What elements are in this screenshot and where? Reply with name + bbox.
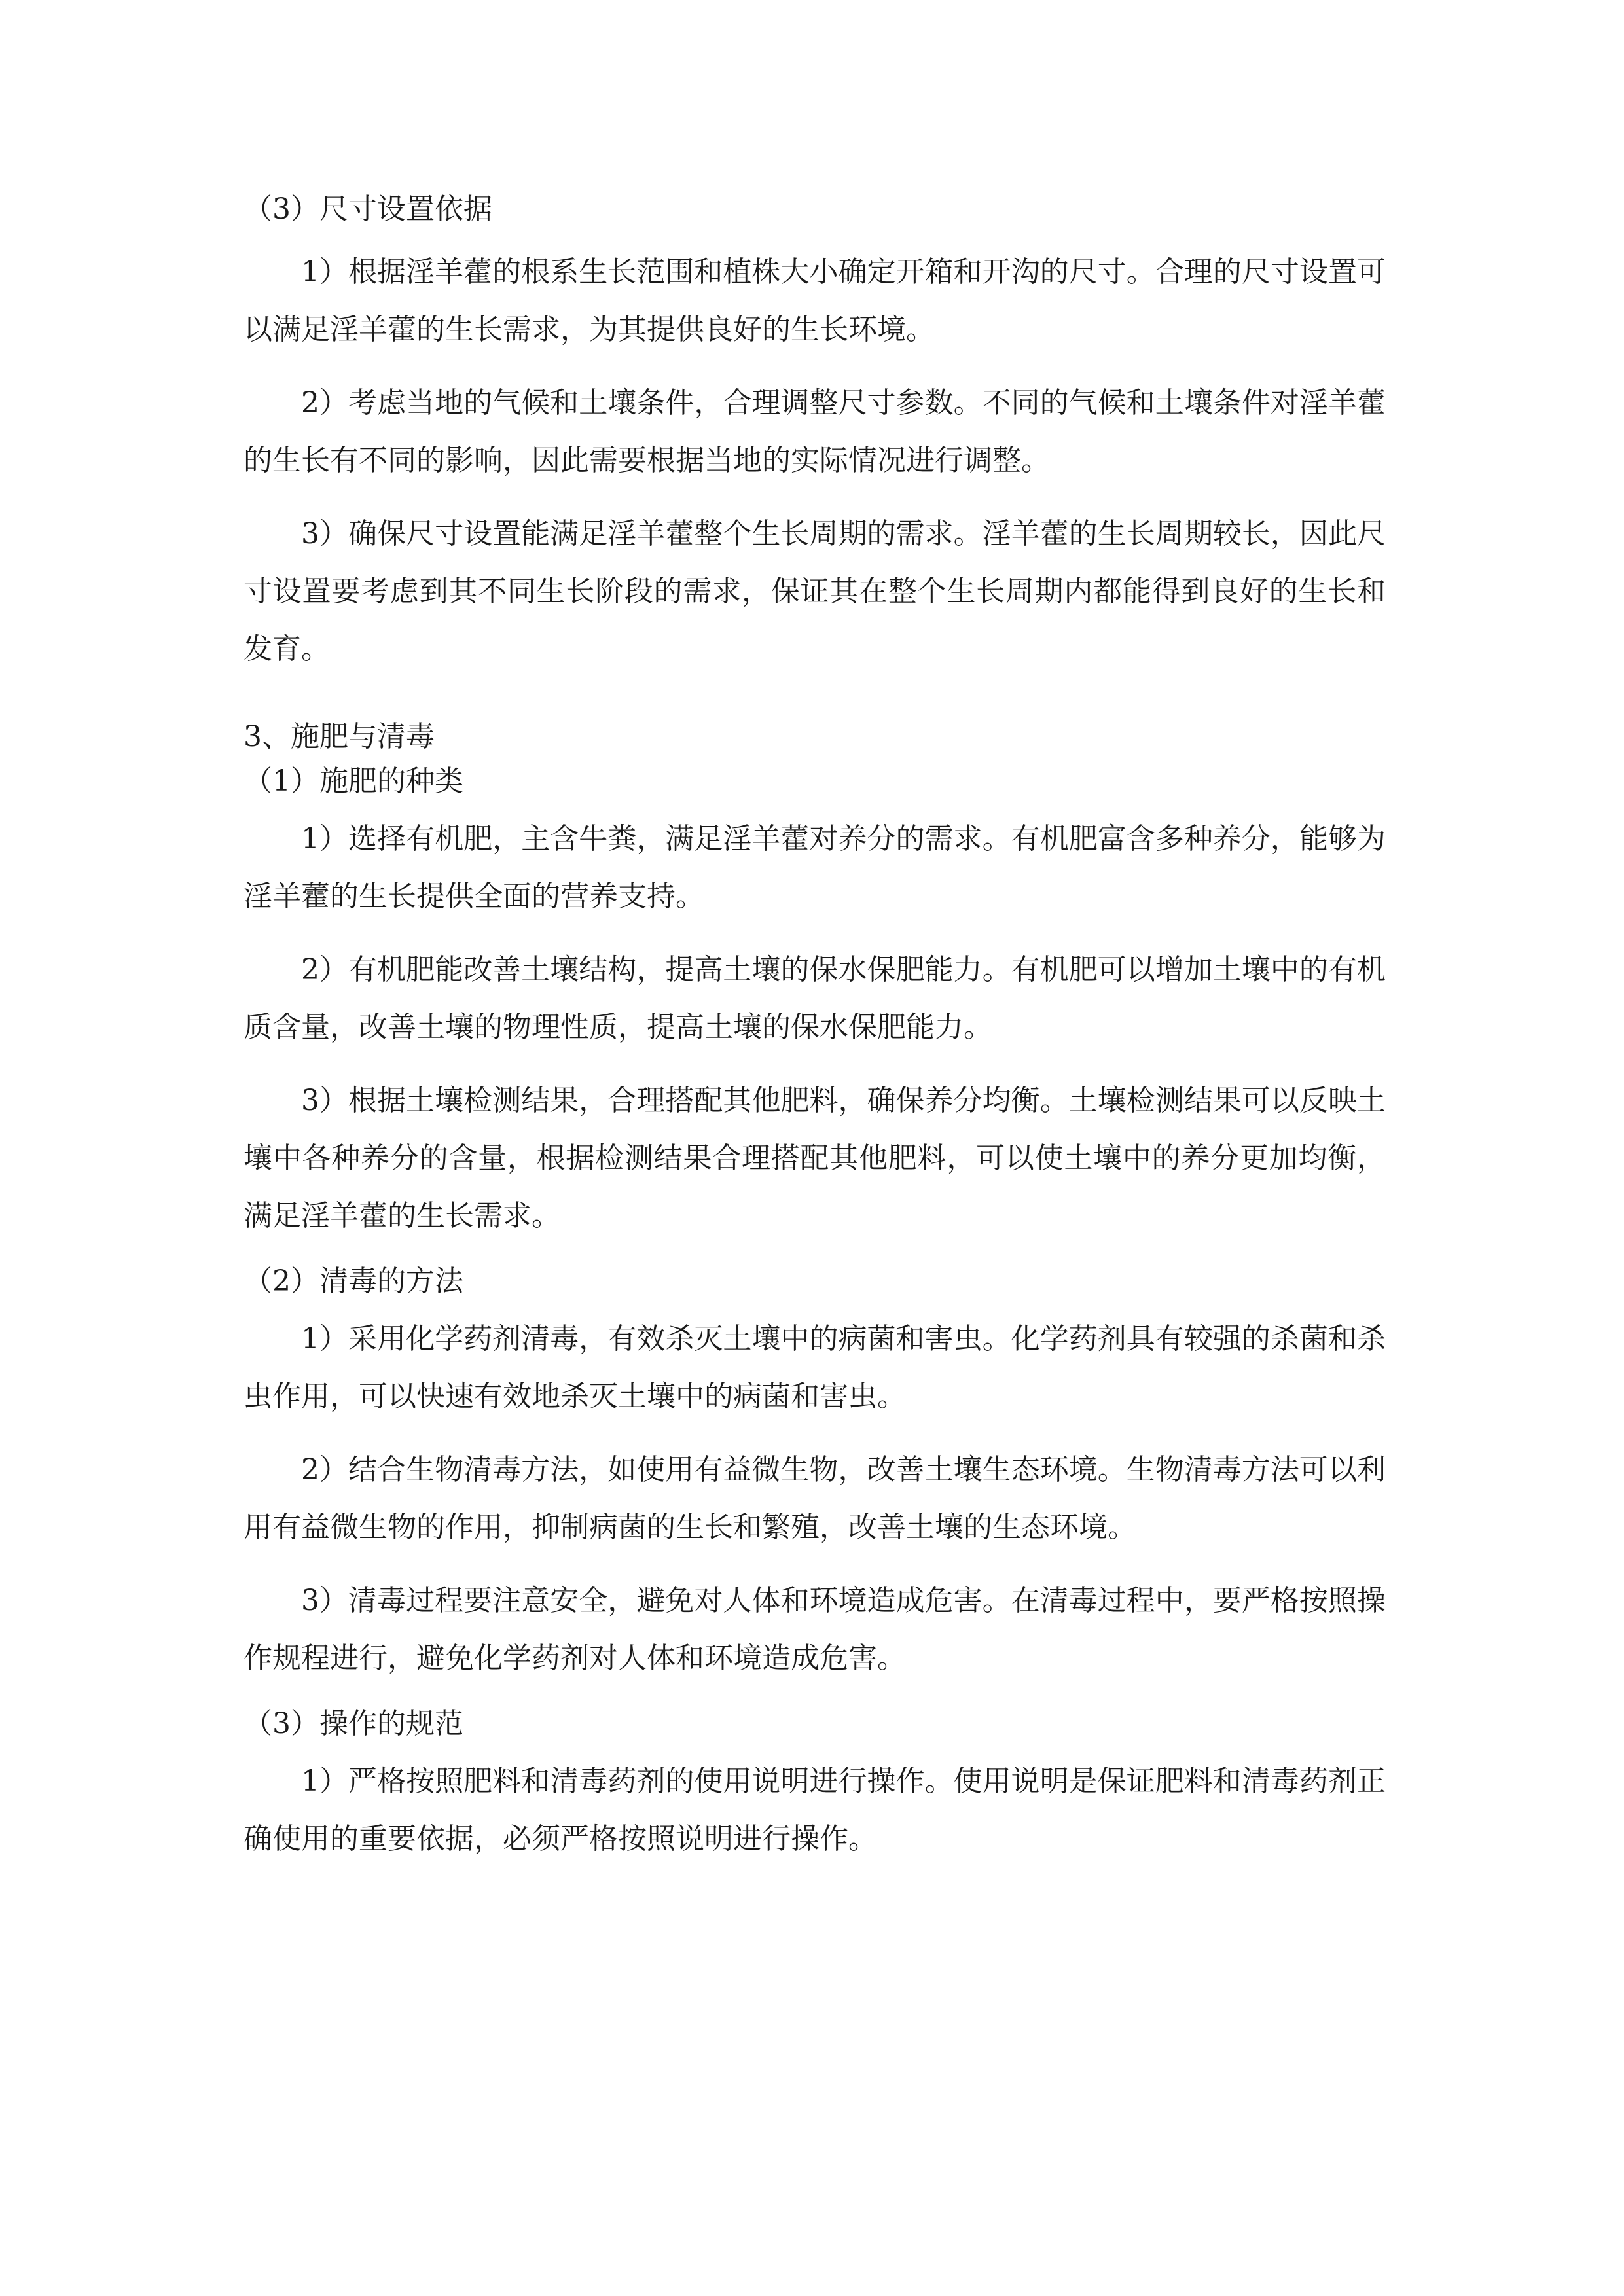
paragraph: 1）根据淫羊藿的根系生长范围和植株大小确定开箱和开沟的尺寸。合理的尺寸设置可以满足淫羊藿的生长需求，为其提供良好的生长环境。: [244, 255, 1386, 346]
paragraph: 2）考虑当地的气候和土壤条件，合理调整尺寸参数。不同的气候和土壤条件对淫羊藿的生长有不同的影响，因此需要根据当地的实际情况进行调整。: [244, 386, 1386, 477]
paragraph: 1）采用化学药剂清毒，有效杀灭土壤中的病菌和害虫。化学药剂具有较强的杀菌和杀虫作用，可以快速有效地杀灭土壤中的病菌和害虫。: [244, 1322, 1386, 1413]
subsection-heading: （1）施肥的种类: [244, 764, 463, 798]
paragraph: 2）有机肥能改善土壤结构，提高土壤的保水保肥能力。有机肥可以增加土壤中的有机质含量，改善土壤的物理性质，提高土壤的保水保肥能力。: [244, 953, 1386, 1044]
subsection-heading: （2）清毒的方法: [244, 1265, 463, 1298]
document-body: [244, 190, 1386, 1868]
section-heading: 3、施肥与清毒: [244, 720, 435, 753]
subsection-heading: （3）尺寸设置依据: [244, 192, 492, 226]
paragraph: 1）选择有机肥，主含牛粪，满足淫羊藿对养分的需求。有机肥富含多种养分，能够为淫羊藿的生长提供全面的营养支持。: [244, 822, 1386, 913]
subsection-heading: （3）操作的规范: [244, 1707, 463, 1740]
paragraph: 1）严格按照肥料和清毒药剂的使用说明进行操作。使用说明是保证肥料和清毒药剂正确使用的重要依据，必须严格按照说明进行操作。: [244, 1765, 1386, 1856]
paragraph: 3）根据土壤检测结果，合理搭配其他肥料，确保养分均衡。土壤检测结果可以反映土壤中各种养分的含量，根据检测结果合理搭配其他肥料，可以使土壤中的养分更加均衡，满足淫羊藿的生长需求。: [244, 1084, 1386, 1232]
paragraph: 3）清毒过程要注意安全，避免对人体和环境造成危害。在清毒过程中，要严格按照操作规程进行，避免化学药剂对人体和环境造成危害。: [244, 1584, 1386, 1675]
paragraph: 2）结合生物清毒方法，如使用有益微生物，改善土壤生态环境。生物清毒方法可以利用有益微生物的作用，抑制病菌的生长和繁殖，改善土壤的生态环境。: [244, 1453, 1386, 1544]
paragraph: 3）确保尺寸设置能满足淫羊藿整个生长周期的需求。淫羊藿的生长周期较长，因此尺寸设置要考虑到其不同生长阶段的需求，保证其在整个生长周期内都能得到良好的生长和发育。: [244, 517, 1386, 666]
